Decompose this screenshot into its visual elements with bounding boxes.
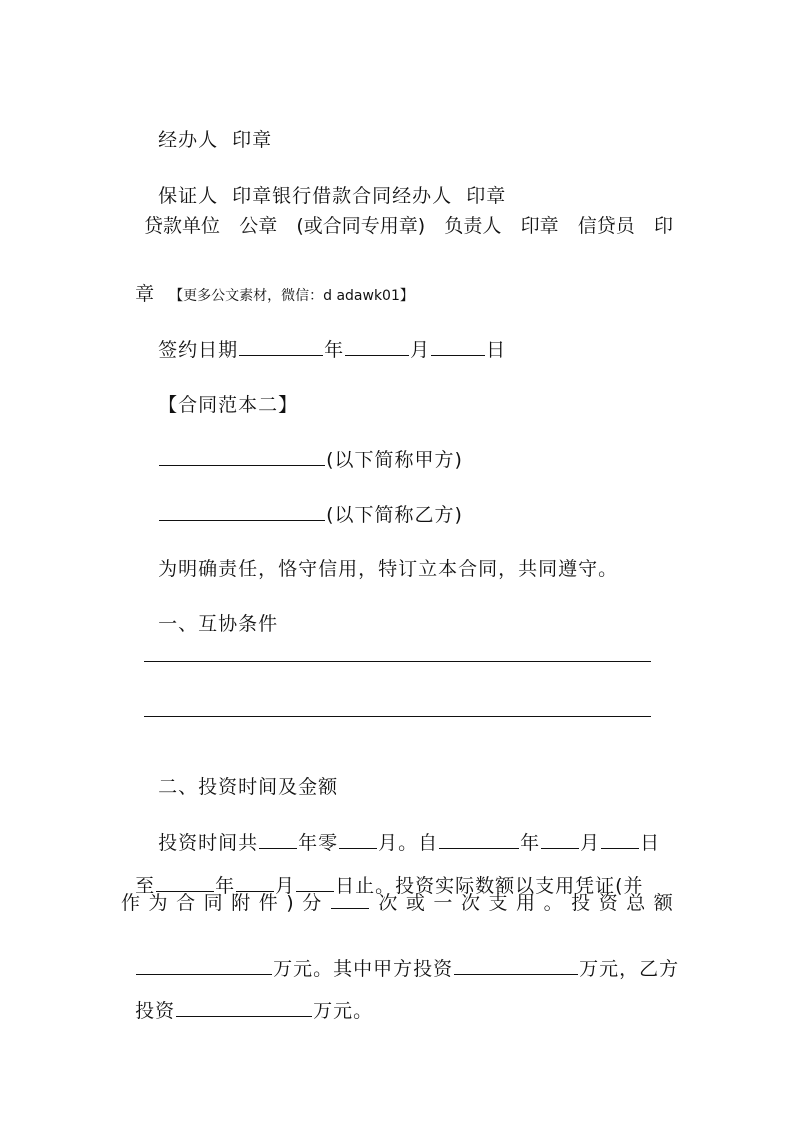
signing-month-blank: [345, 337, 409, 356]
months-blank: [339, 830, 377, 849]
signer-stamp-line: [144, 104, 272, 152]
investment-time-line-3: [121, 890, 673, 915]
signing-date-label: 签约日期: [158, 339, 239, 361]
official-seal-word: 公章: [239, 215, 278, 237]
times-blank: [331, 890, 369, 909]
stamp-word: 印章: [520, 215, 559, 237]
source-note: 【更多公文素材，微信：d adawk01】: [169, 288, 414, 304]
char: 同: [203, 892, 223, 914]
char: 投: [571, 892, 591, 914]
investment-time-text-d: 年: [520, 832, 541, 854]
investment-time-text-a: 投资时间共: [158, 832, 259, 854]
investment-time-text-b: 年零: [298, 832, 339, 854]
party-a-blank: [159, 447, 325, 466]
lender-stamp-line: [144, 214, 673, 238]
char: 分: [302, 892, 322, 914]
condition-blank-line-2: [144, 716, 651, 717]
signing-date-line: [144, 313, 506, 362]
lender-unit-word: 贷款单位: [144, 215, 221, 237]
party-a-amount-blank: [454, 956, 578, 975]
stamp-word-part: 印: [653, 215, 673, 237]
char: 次: [378, 892, 398, 914]
section-two-heading: [144, 751, 338, 799]
party-b-blank: [159, 502, 325, 521]
start-month-blank: [541, 830, 579, 849]
party-b-amount-blank: [176, 998, 312, 1017]
years-blank: [259, 830, 297, 849]
char: 额: [653, 892, 673, 914]
party-b-line: [144, 478, 463, 527]
investment-time-line-1: [144, 806, 660, 855]
investment-amount-line-2: [121, 974, 373, 1023]
char: 支: [488, 892, 508, 914]
char: 次: [460, 892, 480, 914]
investment-time-text-f: 日: [640, 832, 661, 854]
char: 为: [148, 892, 168, 914]
condition-blank-line-1: [144, 661, 651, 662]
investment-time-text-e: 月: [580, 832, 601, 854]
char: 件: [258, 892, 278, 914]
party-b-text: (以下简称乙方): [326, 504, 463, 526]
guarantor-stamp-text: 保证人 印章银行借款合同经办人 印章: [158, 185, 507, 207]
contract-seal-word: (或合同专用章): [296, 215, 426, 237]
char: 或: [405, 892, 425, 914]
signing-year-blank: [239, 337, 323, 356]
purpose-line: [144, 533, 618, 581]
year-label: 年: [324, 339, 345, 361]
purpose-text: 为明确责任，恪守信用，特订立本合同，共同遵守。: [158, 558, 619, 580]
start-day-blank: [601, 830, 639, 849]
amount-text-b: 万元，乙方: [579, 958, 680, 980]
char: ): [286, 892, 294, 914]
char: 。: [543, 892, 563, 914]
char: 合: [176, 892, 196, 914]
loan-officer-word: 信贷员: [577, 215, 635, 237]
responsible-person-word: 负责人: [444, 215, 502, 237]
day-label: 日: [486, 339, 507, 361]
char: 作: [121, 892, 141, 914]
end-text-b: 年: [215, 875, 236, 897]
stamp-continuation-text: 章: [135, 283, 156, 305]
month-label: 月: [410, 339, 431, 361]
end-text-a: 至: [135, 875, 156, 897]
template-heading: [144, 369, 298, 417]
char: 用: [516, 892, 536, 914]
char: 一: [433, 892, 453, 914]
total-amount-blank: [136, 956, 272, 975]
start-year-blank: [439, 830, 519, 849]
end-text-d: 日止。投资实际数额以支用凭证(并: [335, 875, 644, 897]
end-text-c: 月: [275, 875, 296, 897]
signing-day-blank: [431, 337, 485, 356]
investment-time-text-c: 月。自: [378, 832, 439, 854]
template-heading-text: 【合同范本二】: [158, 394, 299, 416]
guarantor-stamp-line: [144, 160, 506, 208]
stamp-continuation-line: [121, 258, 414, 308]
party-a-line: [144, 423, 463, 472]
party-a-text: (以下简称甲方): [326, 449, 463, 471]
char: 总: [626, 892, 646, 914]
section-two-text: 二、投资时间及金额: [158, 776, 339, 798]
section-one-text: 一、互协条件: [158, 613, 279, 635]
char: 附: [231, 892, 251, 914]
amount-text-c: 投资: [135, 1000, 176, 1022]
char: 资: [598, 892, 618, 914]
section-one-heading: [144, 588, 278, 636]
amount-text-a: 万元。其中甲方投资: [273, 958, 454, 980]
signer-stamp-text: 经办人 印章: [158, 129, 273, 151]
amount-text-d: 万元。: [313, 1000, 374, 1022]
